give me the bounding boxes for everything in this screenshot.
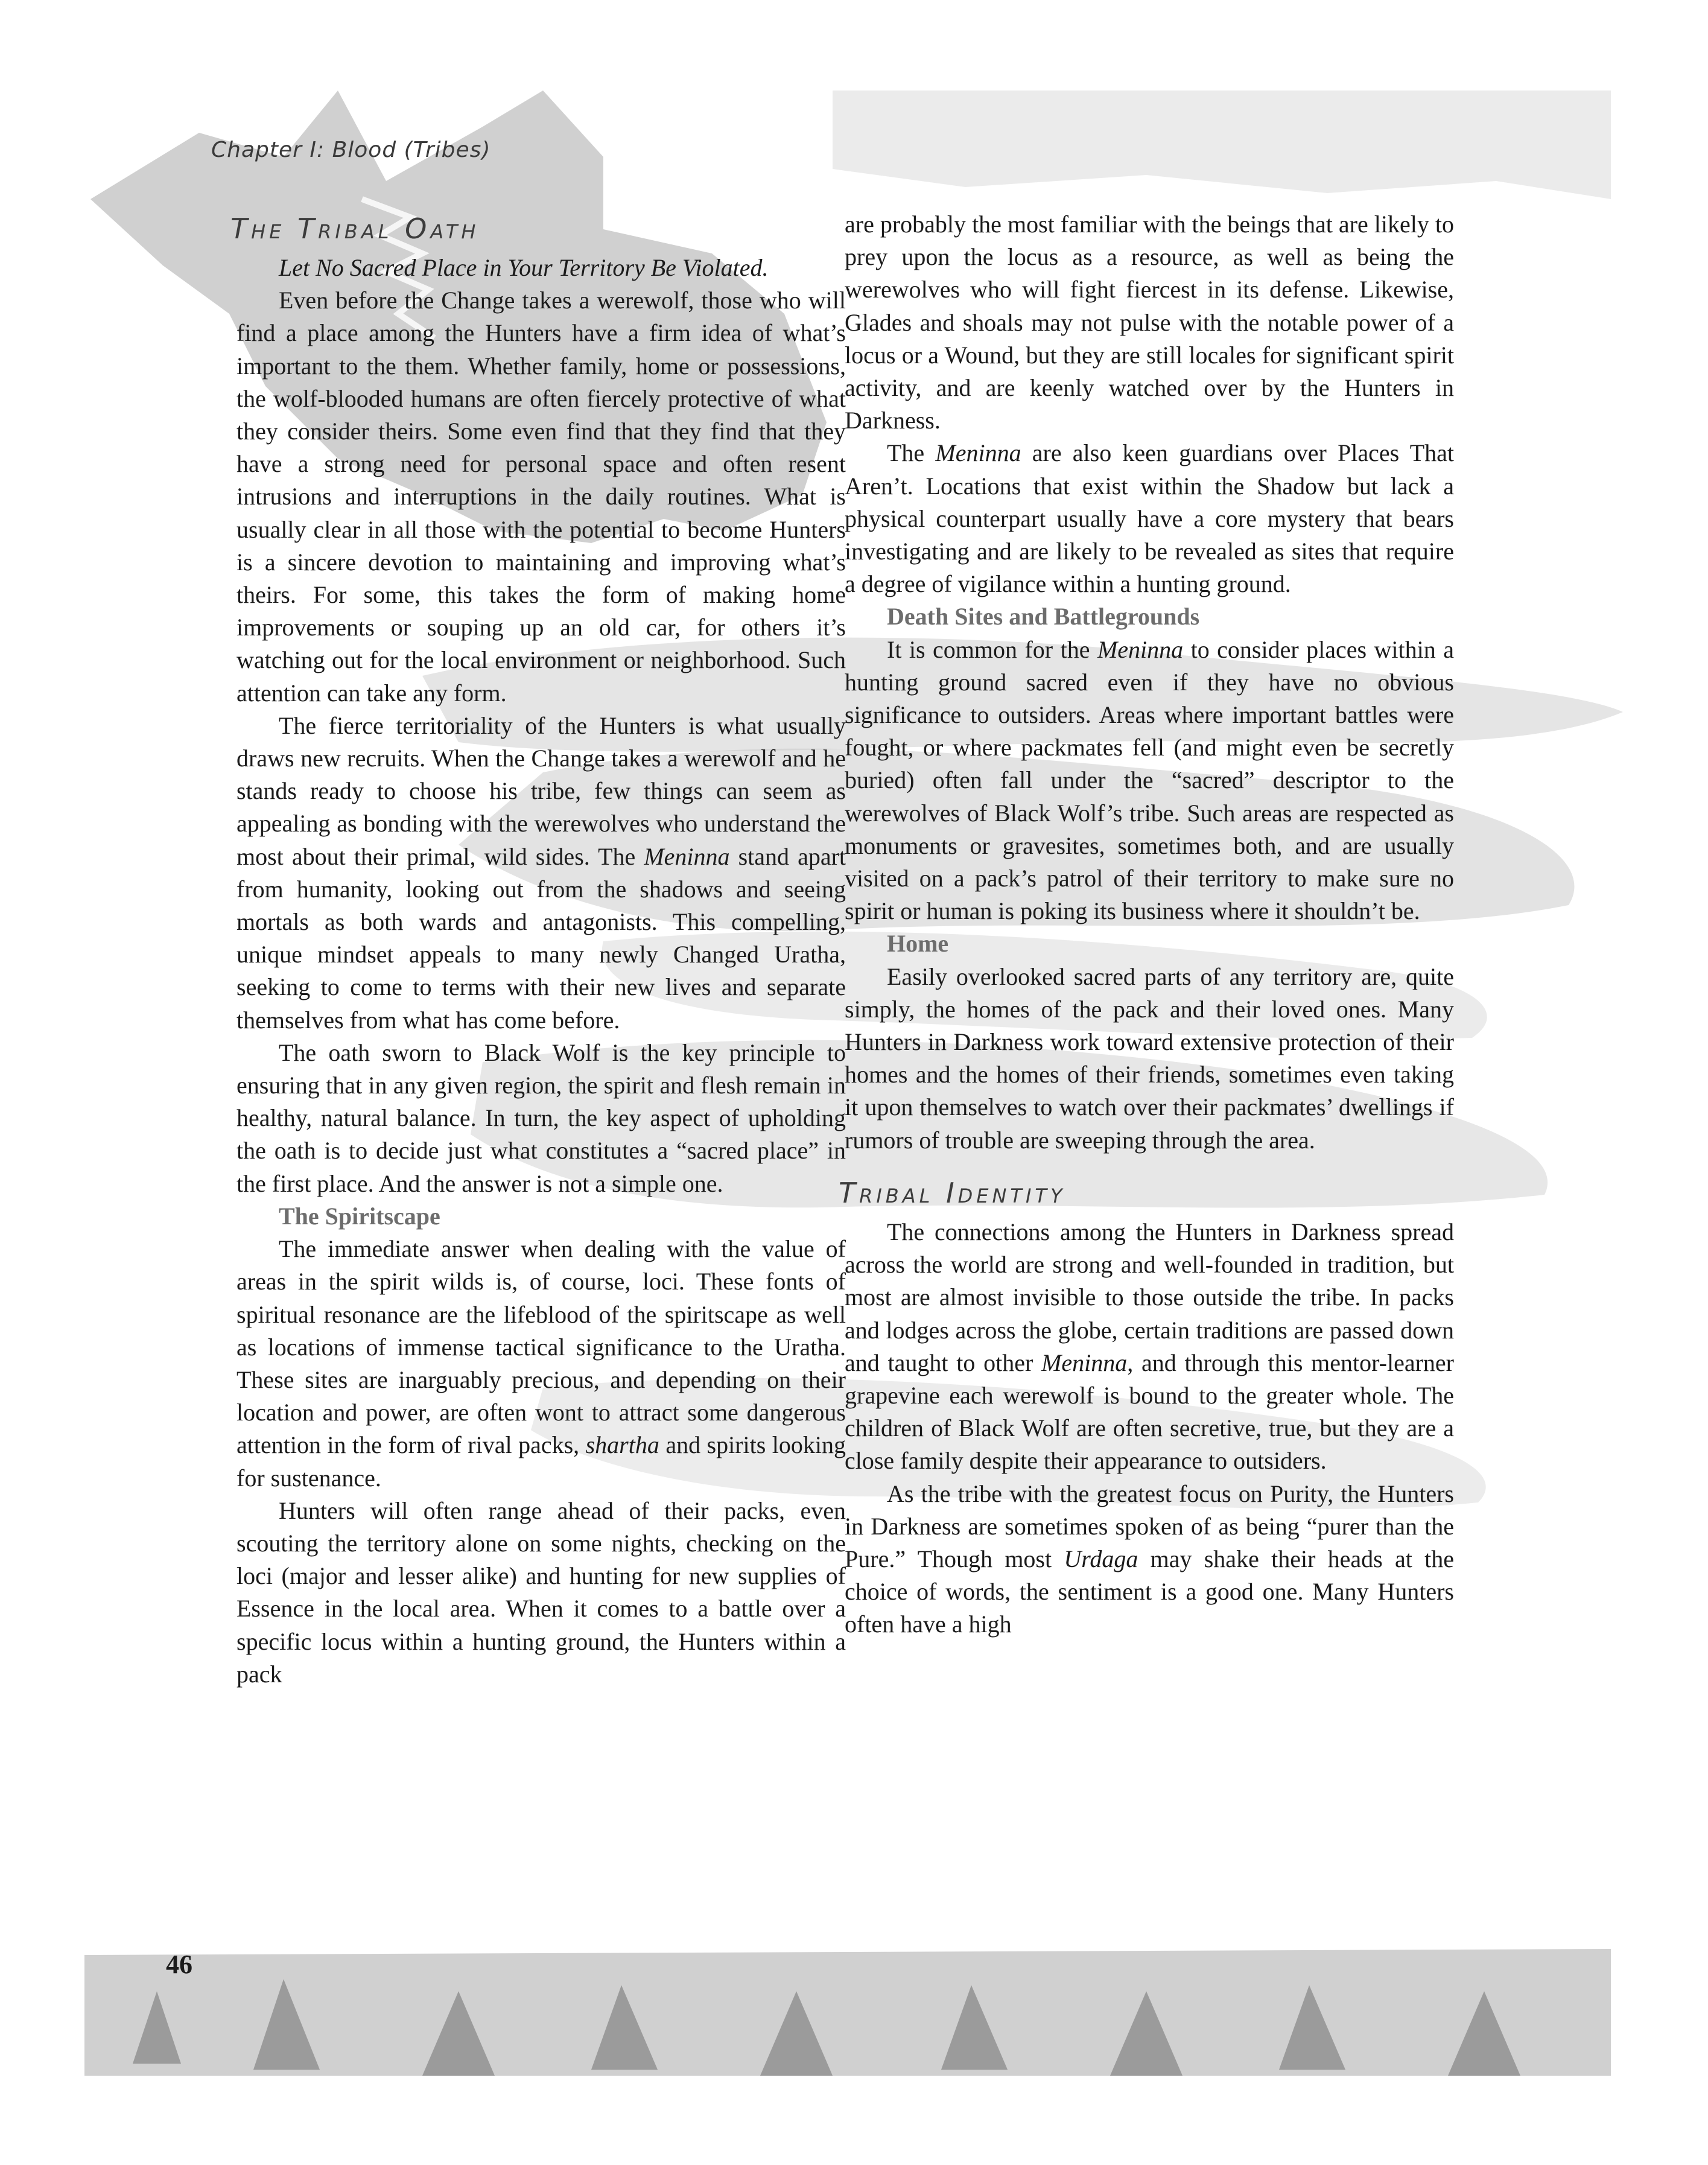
chapter-header: Chapter I: Blood (Tribes) bbox=[211, 138, 491, 162]
paragraph: The oath sworn to Black Wolf is the key principle to ensuring that in any given region, the spirit and flesh remain in healthy, natural balance. In turn, the key aspect of upholding the oath is to decide just what constitutes a “sacred place” in the first place. And the answer is not a simple one. bbox=[237, 1038, 846, 1197]
paragraph: It is common for the Meninna to consider places within a hunting ground sacred even if they have no obvious significance to outsiders. Areas where important battles were fought, or where packmates fell (and might even be secretly buried) often fall under the “sacred” descriptor to the werewolves of Black Wolf’s tribe. Such areas are respected as monuments or gravesites, sometimes both, and are usually visited on a pack’s patrol of their territory to make sure no spirit or human is poking its business where it shouldn’t be. bbox=[845, 635, 1454, 925]
paragraph: The connections among the Hunters in Darkness spread across the world are strong and well-founded in tradition, but most are almost invisible to those outside the tribe. In packs and lodges across the globe, certain traditions are passed down and taught to other Meninna, and through this mentor-learner grapevine each werewolf is bound to the greater whole. The children of Black Wolf are often secretive, true, but they are a close family despite their appearance to outsiders. bbox=[845, 1218, 1454, 1475]
right-column bbox=[839, 208, 1454, 1641]
section-title-tribal-oath: The Tribal Oath bbox=[230, 212, 480, 245]
subhead-spiritscape: The Spiritscape bbox=[279, 1202, 440, 1230]
left-column bbox=[230, 208, 846, 1691]
paragraph: Hunters will often range ahead of their packs, even scouting the territory alone on some nights, checking on the loci (major and lesser alike) and hunting for new supplies of Essence in the local area. When it comes to a battle over a specific locus within a hunting ground, the Hunters within a pack bbox=[237, 1496, 846, 1688]
page-number: 46 bbox=[166, 1950, 192, 1979]
subhead-home: Home bbox=[887, 930, 949, 958]
subhead-death-sites: Death Sites and Battlegrounds bbox=[887, 603, 1200, 631]
paragraph: As the tribe with the greatest focus on Purity, the Hunters in Darkness are sometimes spoken of as being “purer than the Pure.” Though most Urdaga may shake their heads at the choice of words, the sentiment is a good one. Many Hunters often have a high bbox=[845, 1480, 1454, 1638]
paragraph: are probably the most familiar with the beings that are likely to prey upon the locus as a resource, as well as being the werewolves who will fight fiercest in its defense. Likewise, Glades and shoals may not pulse with the notable power of a locus or a Wound, but they are still locales for significant spirit activity, and are keenly watched over by the Hunters in Darkness. bbox=[845, 211, 1454, 434]
paragraph: The immediate answer when dealing with the value of areas in the spirit wilds is, of course, loci. These fonts of spiritual resonance are the lifeblood of the spiritscape as well as locations of immense tactical significance to the Uratha. These sites are inarguably precious, and depending on their location and power, are often wont to attract some dangerous attention in the form of rival packs, shartha and spirits looking for sustenance. bbox=[237, 1235, 846, 1492]
paragraph: Easily overlooked sacred parts of any territory are, quite simply, the homes of the pack and their loved ones. Many Hunters in Darkness work toward extensive protection of their homes and the homes of their friends, sometimes even taking it upon themselves to watch over their packmates’ dwellings if rumors of trouble are sweeping through the area. bbox=[845, 962, 1454, 1154]
section-title-tribal-identity: Tribal Identity bbox=[839, 1176, 1066, 1209]
paragraph: The Meninna are also keen guardians over Places That Aren’t. Locations that exist within the Shadow but lack a physical counterpart usually have a core mystery that bears investigating and are likely to be revealed as sites that require a degree of vigilance within a hunting ground. bbox=[845, 439, 1454, 598]
paragraph: Even before the Change takes a werewolf, those who will find a place among the Hunters have a firm idea of what’s important to the them. Whether family, home or possessions, the wolf-blooded humans are often fiercely protective of what they consider theirs. Some even find that they find that they have a strong need for personal space and often resent intrusions and interruptions in the daily routines. What is usually clear in all those with the potential to become Hunters is a sincere devotion to maintaining and improving what’s theirs. For some, this takes the form of making home improvements or souping up an old car, for others it’s watching out for the local environment or neighborhood. Such attention can take any form. bbox=[237, 287, 846, 707]
paragraph: The fierce territoriality of the Hunters is what usually draws new recruits. When the Change takes a werewolf and he stands ready to choose his tribe, few things can seem as appealing as bonding with the werewolves who understand the most about their primal, wild sides. The Meninna stand apart from humanity, looking out from the shadows and seeing mortals as both wards and antagonists. This compelling, unique mindset appeals to many newly Changed Uratha, seeking to come to terms with their new lives and separate themselves from what has come before. bbox=[237, 711, 846, 1034]
oath-motto: Let No Sacred Place in Your Territory Be Violated. bbox=[279, 254, 769, 281]
